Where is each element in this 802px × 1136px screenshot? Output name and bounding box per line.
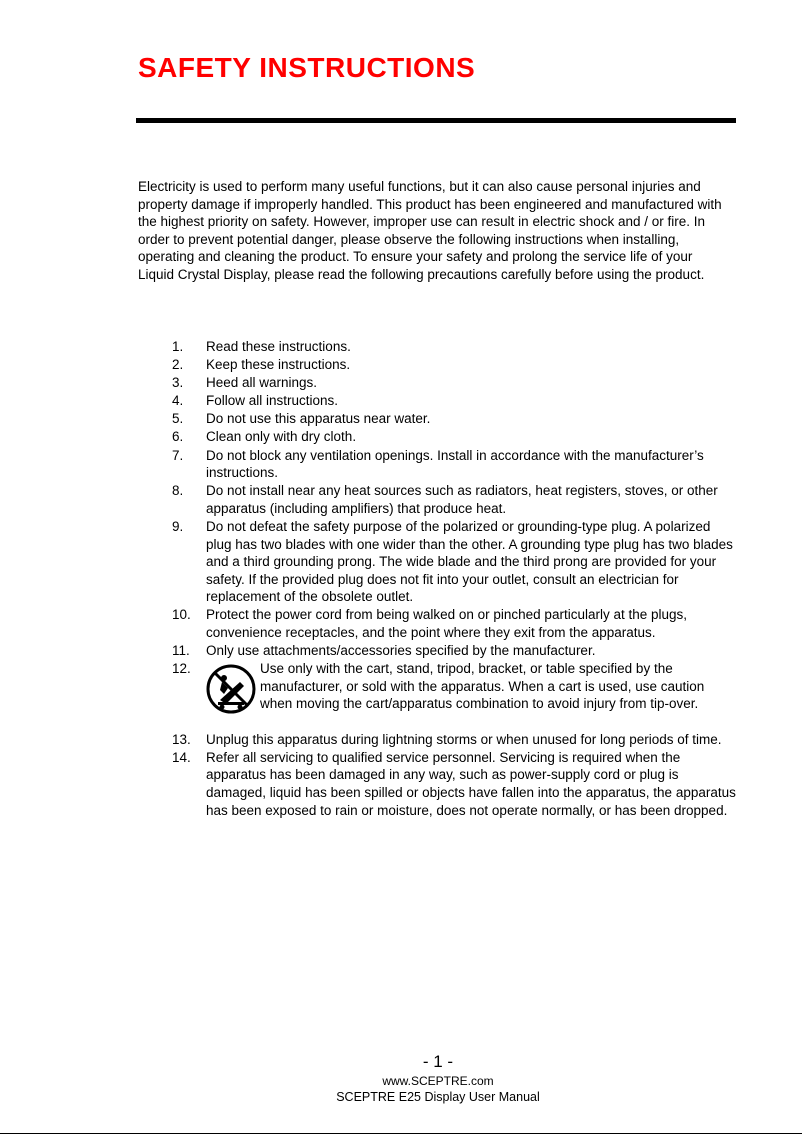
item-number: 7. (172, 447, 184, 463)
safety-instruction-list (172, 338, 737, 820)
list-item (172, 392, 737, 410)
list-item (172, 338, 737, 356)
list-item (172, 606, 737, 641)
item-text: Protect the power cord from being walked on or pinched particularly at the plugs, convenience receptacles, and the point where they exit from the apparatus. (206, 607, 688, 640)
title-divider (136, 118, 736, 123)
item-text: Do not defeat the safety purpose of the polarized or grounding-type plug. A polarized plug has two blades with one wider than the other. A grounding type plug has two blades and a third grounding prong. The wide blade and the third prong are provided for your safety. If the provided plug does not fit into your outlet, consult an electrician for replacement of the obsolete outlet. (206, 518, 733, 605)
list-item (172, 356, 737, 374)
item-text: Do not install near any heat sources such as radiators, heat registers, stoves, or other apparatus (including amplifiers) that produce heat. (206, 483, 718, 516)
page-number: - 1 - (422, 1052, 454, 1071)
item-number: 4. (172, 393, 184, 409)
list-item (172, 749, 737, 819)
item-number: 13. (172, 731, 191, 747)
item-text: Heed all warnings. (206, 375, 318, 391)
item-number: 14. (172, 749, 191, 765)
item-number: 12. (172, 661, 191, 677)
item-number: 10. (172, 607, 191, 623)
list-item (172, 518, 737, 606)
item-text: Use only with the cart, stand, tripod, bracket, or table specified by the manufacturer, or sold with the apparatus. When a cart is used, use caution when moving the cart/apparatus combination to avoid injury from tip-over. (260, 661, 705, 712)
footer-manual-name: SCEPTRE E25 Display User Manual (336, 1090, 540, 1104)
item-number: 8. (172, 483, 184, 499)
item-text: Refer all servicing to qualified service personnel. Servicing is required when the apparatus has been damaged in any way, such as power-supply cord or plug is damaged, liquid has been spilled or objects have fallen into the apparatus, the apparatus has been exposed to rain or moisture, does not operate normally, or has been dropped. (206, 749, 736, 818)
item-text: Do not block any ventilation openings. Install in accordance with the manufacturer’s instructions. (206, 447, 704, 481)
page-title: SAFETY INSTRUCTIONS (138, 52, 476, 83)
list-item (172, 374, 737, 392)
item-text: Read these instructions. (206, 339, 351, 354)
item-text: Clean only with dry cloth. (206, 429, 357, 445)
item-number: 11. (172, 643, 190, 659)
list-item (172, 731, 737, 749)
item-number: 1. (172, 339, 184, 354)
list-item (172, 428, 737, 446)
item-text: Keep these instructions. (206, 357, 351, 373)
item-number: 3. (172, 375, 184, 391)
item-number: 9. (172, 518, 184, 534)
list-item (172, 482, 737, 517)
footer-website: www.SCEPTRE.com (382, 1074, 494, 1088)
list-item (172, 642, 737, 660)
intro-paragraph: Electricity is used to perform many useful functions, but it can also cause personal injuries and property damage if improperly handled. This product has been engineered and manufactured with the highest priority on safety. However, improper use can result in electric shock and / or fire. In order to prevent potential danger, please observe the following instructions when installing, operating and cleaning the product. To ensure your safety and prolong the service life of your Liquid Crystal Display, please read the following precautions carefully before using the product. (138, 179, 722, 282)
list-item (172, 410, 737, 428)
item-text: Follow all instructions. (206, 393, 339, 409)
item-number: 5. (172, 411, 184, 427)
list-item (172, 660, 737, 730)
cart-tip-over-warning-icon (206, 664, 256, 714)
list-item (172, 447, 737, 482)
item-number: 2. (172, 357, 184, 373)
item-text: Unplug this apparatus during lightning storms or when unused for long periods of time. (206, 731, 722, 747)
bottom-divider (0, 1133, 802, 1134)
item-text: Do not use this apparatus near water. (206, 411, 431, 427)
item-number: 6. (172, 429, 184, 445)
item-text: Only use attachments/accessories specified by the manufacturer. (206, 643, 596, 659)
